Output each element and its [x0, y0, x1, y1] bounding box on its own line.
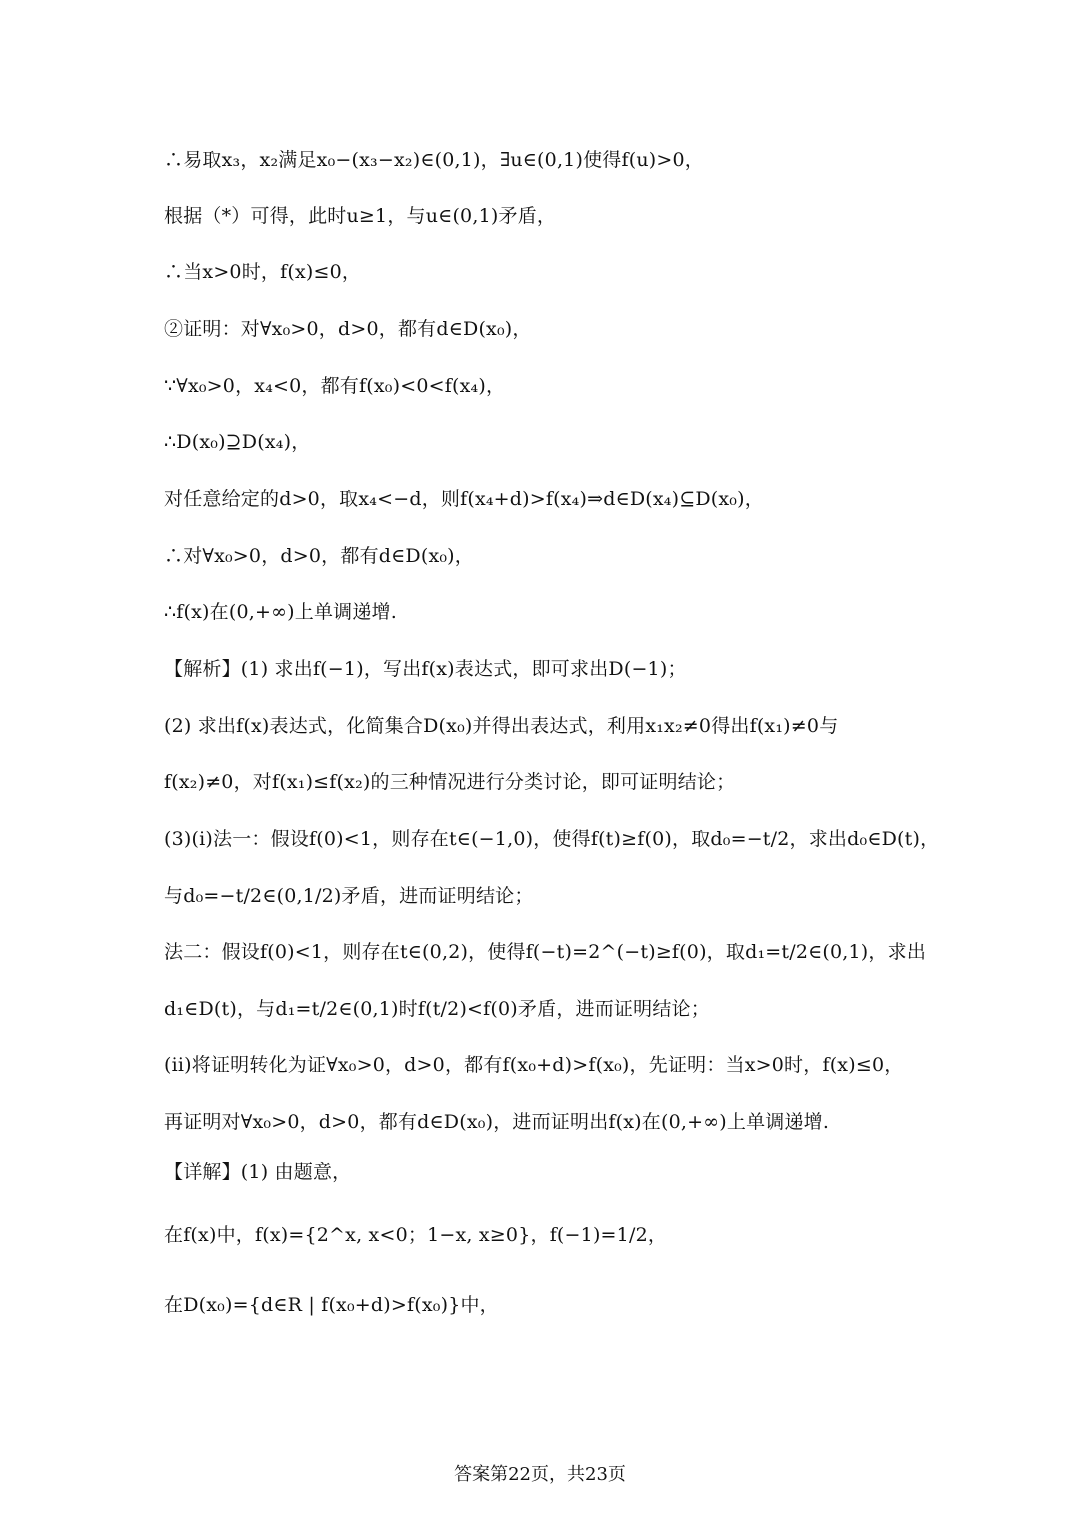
text-line: f(x₂)≠0，对f(x₁)≤f(x₂)的三种情况进行分类讨论，即可证明结论； [164, 771, 736, 793]
text-line: 根据（*）可得，此时u≥1，与u∈(0,1)矛盾， [164, 205, 557, 227]
text-line: ∴对∀x₀>0，d>0，都有d∈D(x₀)， [164, 545, 474, 567]
text-line: (ii)将证明转化为证∀x₀>0，d>0，都有f(x₀+d)>f(x₀)，先证明：当x>0时，f(x)≤0， [164, 1054, 904, 1076]
text-line: ∴当x>0时，f(x)≤0， [164, 261, 362, 283]
text-line: (2) 求出f(x)表达式，化简集合D(x₀)并得出表达式，利用x₁x₂≠0得出f(x₁)≠0与 [164, 715, 839, 737]
text-line: ②证明：对∀x₀>0，d>0，都有d∈D(x₀)， [164, 318, 532, 340]
text-line: (3)(i)法一：假设f(0)<1，则存在t∈(−1,0)，使得f(t)≥f(0)，取d₀=−t/2，求出d₀∈D(t)， [164, 828, 940, 850]
text-line: ∵∀x₀>0，x₄<0，都有f(x₀)<0<f(x₄)， [164, 375, 506, 397]
text-line: 在D(x₀)={d∈R | f(x₀+d)>f(x₀)}中， [164, 1294, 499, 1316]
text-line: d₁∈D(t)，与d₁=t/2∈(0,1)时f(t/2)<f(0)矛盾，进而证明结论； [164, 998, 710, 1020]
text-line: 与d₀=−t/2∈(0,1/2)矛盾，进而证明结论； [164, 885, 534, 907]
text-line: ∴D(x₀)⊇D(x₄)， [164, 431, 311, 453]
text-line: ∴f(x)在(0,+∞)上单调递增. [164, 601, 398, 623]
text-line: 在f(x)中，f(x)={2^x, x<0；1−x, x≥0}，f(−1)=1/2， [164, 1224, 668, 1246]
page-footer: 答案第22页，共23页 [454, 1464, 626, 1485]
text-line: 对任意给定的d>0，取x₄<−d，则f(x₄+d)>f(x₄)⇒d∈D(x₄)⊆D(x₀)， [164, 488, 764, 510]
analysis-heading-line: 【解析】(1) 求出f(−1)，写出f(x)表达式，即可求出D(−1)； [164, 658, 687, 680]
text-line: 法二：假设f(0)<1，则存在t∈(0,2)，使得f(−t)=2^(−t)≥f(0)，取d₁=t/2∈(0,1)，求出 [164, 941, 927, 963]
text-line: ∴易取x₃，x₂满足x₀−(x₃−x₂)∈(0,1)，∃u∈(0,1)使得f(u)>0， [164, 149, 704, 171]
text-line: 再证明对∀x₀>0，d>0，都有d∈D(x₀)，进而证明出f(x)在(0,+∞)上单调递增. [164, 1111, 830, 1133]
detail-heading-line: 【详解】(1) 由题意， [164, 1161, 352, 1183]
